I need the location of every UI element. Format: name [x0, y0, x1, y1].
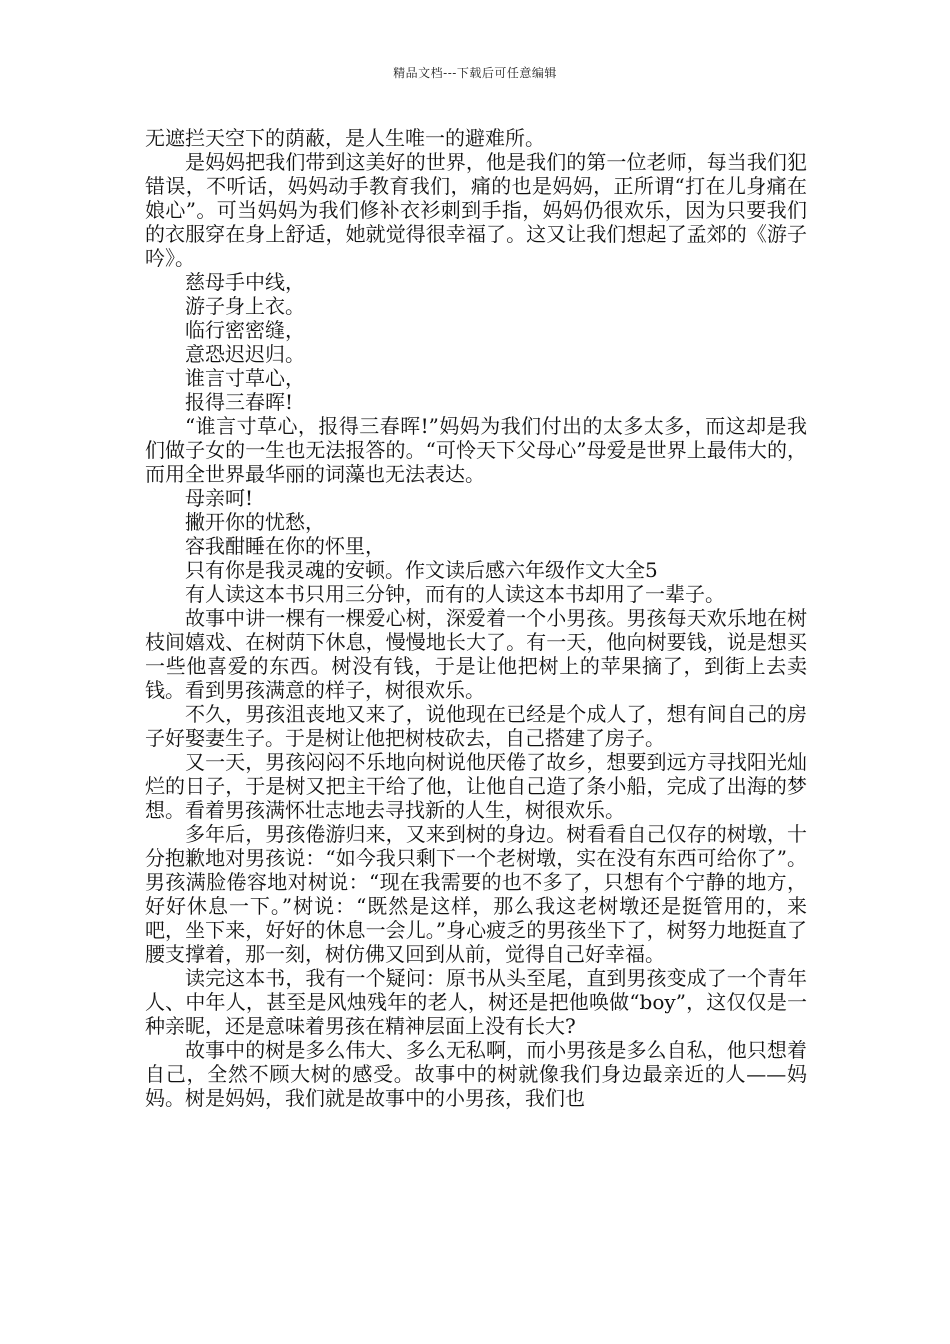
document-body [145, 126, 807, 1110]
poem-line: 报得三春晖! [185, 390, 294, 414]
poem-line: 谁言寸草心， [185, 366, 305, 390]
paragraph: 故事中的树是多么伟大、多么无私啊，而小男孩是多么自私，他只想着自己，全然不顾大树的感受。故事中的树就像我们身边最亲近的人——妈妈。树是妈妈，我们就是故事中的小男孩，我们也 [145, 1038, 807, 1110]
poem-line: 意恐迟迟归。 [185, 342, 305, 366]
paragraph: 读完这本书，我有一个疑问：原书从头至尾，直到男孩变成了一个青年人、中年人，甚至是风烛残年的老人，树还是把他唤做“boy”，这仅仅是一种亲昵，还是意味着男孩在精神层面上没有长大? [145, 966, 807, 1038]
paragraph: 又一天，男孩闷闷不乐地向树说他厌倦了故乡，想要到远方寻找阳光灿烂的日子，于是树又把主干给了他，让他自己造了条小船，完成了出海的梦想。看着男孩满怀壮志地去寻找新的人生，树很欢乐。 [145, 750, 807, 822]
paragraph: 无遮拦天空下的荫蔽，是人生唯一的避难所。 [145, 126, 545, 150]
page-header: 精品文档---下载后可任意编辑 [393, 66, 557, 80]
poem-line: 容我酣睡在你的怀里， [185, 534, 385, 558]
paragraph: 是妈妈把我们带到这美好的世界，他是我们的第一位老师，每当我们犯错误，不听话，妈妈动手教育我们，痛的也是妈妈，正所谓“打在儿身痛在娘心”。可当妈妈为我们修补衣衫刺到手指，妈妈仍很欢乐，因为只要我们的衣服穿在身上舒适，她就觉得很幸福了。这又让我们想起了孟郊的《游子吟》。 [145, 150, 807, 270]
paragraph: 有人读这本书只用三分钟，而有的人读这本书却用了一辈子。 [185, 582, 725, 606]
paragraph: 多年后，男孩倦游归来，又来到树的身边。树看看自己仅存的树墩，十分抱歉地对男孩说：“如今我只剩下一个老树墩，实在没有东西可给你了”。男孩满脸倦容地对树说：“现在我需要的也不多了，只想有个宁静的地方，好好休息一下。”树说：“既然是这样，那么我这老树墩还是挺管用的，来吧，坐下来，好好的休息一会儿。”身心疲乏的男孩坐下了，树努力地挺直了腰支撑着，那一刻，树仿佛又回到从前，觉得自己好幸福。 [145, 822, 807, 966]
poem-line: 母亲呵! [185, 486, 254, 510]
poem-line: 撇开你的忧愁， [185, 510, 325, 534]
paragraph: 只有你是我灵魂的安顿。作文读后感六年级作文大全5 [185, 558, 658, 582]
paragraph: “谁言寸草心，报得三春晖!”妈妈为我们付出的太多太多，而这却是我们做子女的一生也无法报答的。“可怜天下父母心”母爱是世界上最伟大的，而用全世界最华丽的词藻也无法表达。 [145, 414, 807, 486]
poem-line: 临行密密缝， [185, 318, 305, 342]
paragraph: 故事中讲一棵有一棵爱心树，深爱着一个小男孩。男孩每天欢乐地在树枝间嬉戏、在树荫下休息，慢慢地长大了。有一天，他向树要钱，说是想买一些他喜爱的东西。树没有钱，于是让他把树上的苹果摘了，到街上去卖钱。看到男孩满意的样子，树很欢乐。 [145, 606, 807, 702]
paragraph: 不久，男孩沮丧地又来了，说他现在已经是个成人了，想有间自己的房子好娶妻生子。于是树让他把树枝砍去，自己搭建了房子。 [145, 702, 807, 750]
poem-line: 游子身上衣。 [185, 294, 305, 318]
poem-line: 慈母手中线， [185, 270, 305, 294]
